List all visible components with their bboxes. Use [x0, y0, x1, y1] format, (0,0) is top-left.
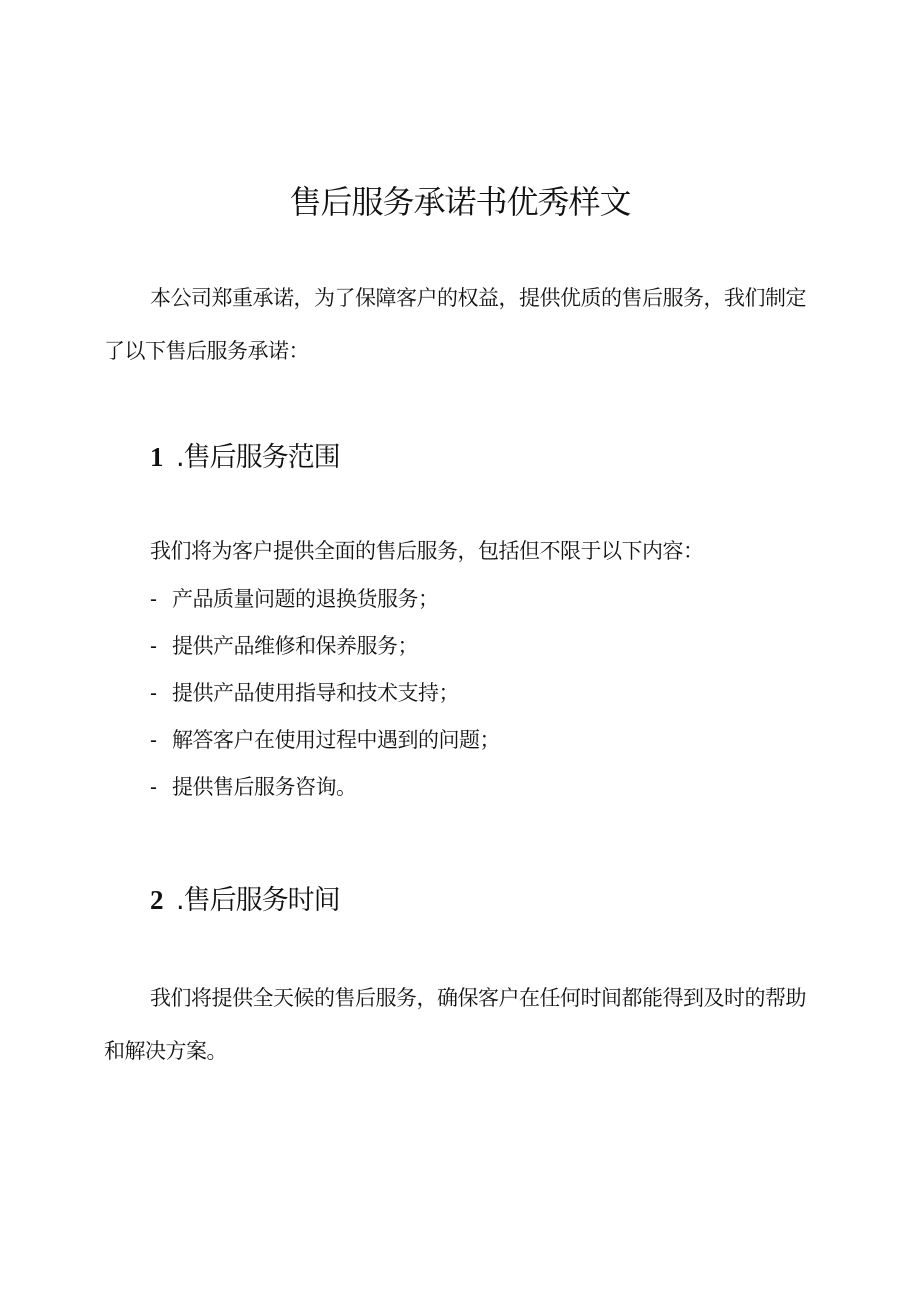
service-scope-list — [150, 584, 500, 819]
list-item-text: 提供产品维修和保养服务； — [172, 634, 418, 658]
section-2-heading — [150, 880, 340, 921]
list-item — [150, 725, 500, 772]
section-2-number: 2 — [150, 885, 164, 915]
section-2-title: .售后服务时间 — [176, 885, 340, 916]
list-item — [150, 772, 500, 819]
document-title: 售后服务承诺书优秀样文 — [289, 183, 631, 221]
list-item-text: 提供产品使用指导和技术支持； — [172, 681, 459, 705]
list-item-text: 产品质量问题的退换货服务； — [172, 587, 439, 611]
bullet-dash: - — [150, 635, 157, 658]
list-item — [150, 631, 500, 678]
list-item-text: 解答客户在使用过程中遇到的问题； — [172, 728, 500, 752]
section-1-title: .售后服务范围 — [176, 442, 340, 473]
section-1-heading — [150, 437, 340, 478]
intro-paragraph: 本公司郑重承诺，为了保障客户的权益，提供优质的售后服务，我们制定了以下售后服务承诺： — [104, 286, 806, 363]
section-1-number: 1 — [150, 442, 164, 472]
section-2-body: 我们将提供全天候的售后服务，确保客户在任何时间都能得到及时的帮助和解决方案。 — [104, 986, 806, 1063]
bullet-dash: - — [150, 729, 157, 752]
bullet-dash: - — [150, 588, 157, 611]
section-1-lead: 我们将为客户提供全面的售后服务，包括但不限于以下内容： — [150, 539, 704, 563]
list-item — [150, 678, 500, 725]
list-item — [150, 584, 500, 631]
bullet-dash: - — [150, 776, 157, 799]
list-item-text: 提供售后服务咨询。 — [172, 775, 357, 799]
bullet-dash: - — [150, 682, 157, 705]
